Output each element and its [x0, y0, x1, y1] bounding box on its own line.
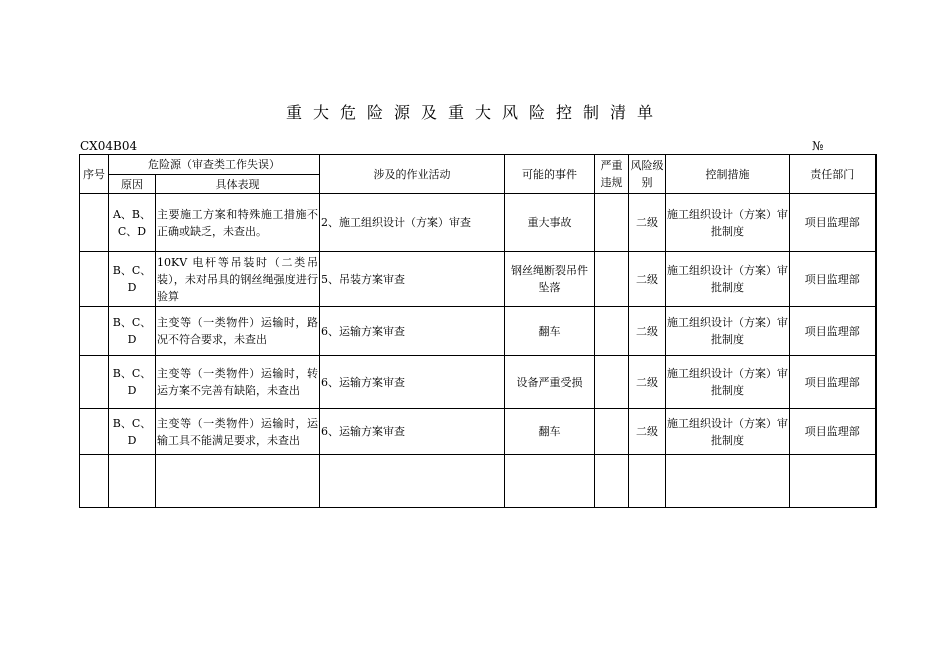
cell-risk-level: 二级: [629, 307, 666, 356]
cell-event: [505, 455, 595, 508]
cell-seq: [80, 307, 109, 356]
number-label: №: [812, 139, 824, 153]
cell-risk-level: 二级: [629, 409, 666, 455]
header-hazard-group: 危险源（审查类工作失误）: [109, 155, 320, 175]
cell-risk-level: 二级: [629, 252, 666, 307]
cell-cause: B、C、D: [109, 409, 156, 455]
table-row: [80, 409, 876, 455]
cell-detail: [156, 455, 320, 508]
table-row: [80, 252, 876, 307]
header-seq: 序号: [80, 155, 109, 194]
cell-department: 项目监理部: [790, 307, 876, 356]
cell-seq: [80, 455, 109, 508]
cell-activity: 5、吊装方案审查: [320, 252, 505, 307]
cell-detail: 主变等（一类物件）运输时，路况不符合要求，未查出: [156, 307, 320, 356]
header-detail: 具体表现: [156, 175, 320, 194]
page-title: 重大危险源及重大风险控制清单: [285, 103, 664, 122]
cell-activity: [320, 455, 505, 508]
header-event: 可能的事件: [505, 155, 595, 194]
cell-detail: 主变等（一类物件）运输时，转运方案不完善有缺陷，未查出: [156, 356, 320, 409]
cell-control: 施工组织设计（方案）审批制度: [666, 307, 790, 356]
cell-activity: 6、运输方案审查: [320, 356, 505, 409]
cell-violation: [595, 194, 629, 252]
cell-department: 项目监理部: [790, 356, 876, 409]
cell-risk-level: 二级: [629, 356, 666, 409]
cell-control: [666, 455, 790, 508]
cell-event: 翻车: [505, 409, 595, 455]
cell-violation: [595, 252, 629, 307]
header-row-1: [80, 155, 876, 175]
table-row: [80, 455, 876, 508]
cell-event: 钢丝绳断裂吊件坠落: [505, 252, 595, 307]
cell-department: 项目监理部: [790, 409, 876, 455]
cell-detail: 主要施工方案和特殊施工措施不正确或缺乏，未查出。: [156, 194, 320, 252]
header-cause: 原因: [109, 175, 156, 194]
hazard-table: [79, 154, 877, 508]
cell-cause: A、B、C、D: [109, 194, 156, 252]
cell-control: 施工组织设计（方案）审批制度: [666, 356, 790, 409]
cell-seq: [80, 356, 109, 409]
cell-event: 翻车: [505, 307, 595, 356]
cell-violation: [595, 307, 629, 356]
cell-cause: [109, 455, 156, 508]
cell-cause: B、C、D: [109, 252, 156, 307]
cell-detail: 主变等（一类物件）运输时，运输工具不能满足要求，未查出: [156, 409, 320, 455]
cell-violation: [595, 455, 629, 508]
cell-cause: B、C、D: [109, 356, 156, 409]
cell-activity: 6、运输方案审查: [320, 409, 505, 455]
table-row: [80, 194, 876, 252]
cell-activity: 6、运输方案审查: [320, 307, 505, 356]
document-code: CX04B04: [80, 139, 138, 153]
cell-seq: [80, 194, 109, 252]
cell-event: 重大事故: [505, 194, 595, 252]
cell-seq: [80, 252, 109, 307]
header-control: 控制措施: [666, 155, 790, 194]
header-violation: 严重违规: [595, 155, 629, 194]
cell-cause: B、C、D: [109, 307, 156, 356]
header-activity: 涉及的作业活动: [320, 155, 505, 194]
cell-violation: [595, 356, 629, 409]
cell-control: 施工组织设计（方案）审批制度: [666, 409, 790, 455]
cell-risk-level: [629, 455, 666, 508]
cell-detail: 10KV 电杆等吊装时（二类吊装），未对吊具的钢丝绳强度进行验算: [156, 252, 320, 307]
cell-seq: [80, 409, 109, 455]
cell-department: 项目监理部: [790, 194, 876, 252]
header-department: 责任部门: [790, 155, 876, 194]
cell-department: [790, 455, 876, 508]
cell-department: 项目监理部: [790, 252, 876, 307]
table-row: [80, 307, 876, 356]
cell-risk-level: 二级: [629, 194, 666, 252]
cell-activity: 2、施工组织设计（方案）审查: [320, 194, 505, 252]
cell-violation: [595, 409, 629, 455]
table-row: [80, 356, 876, 409]
cell-event: 设备严重受损: [505, 356, 595, 409]
cell-control: 施工组织设计（方案）审批制度: [666, 252, 790, 307]
cell-control: 施工组织设计（方案）审批制度: [666, 194, 790, 252]
header-risk-level: 风险级别: [629, 155, 666, 194]
